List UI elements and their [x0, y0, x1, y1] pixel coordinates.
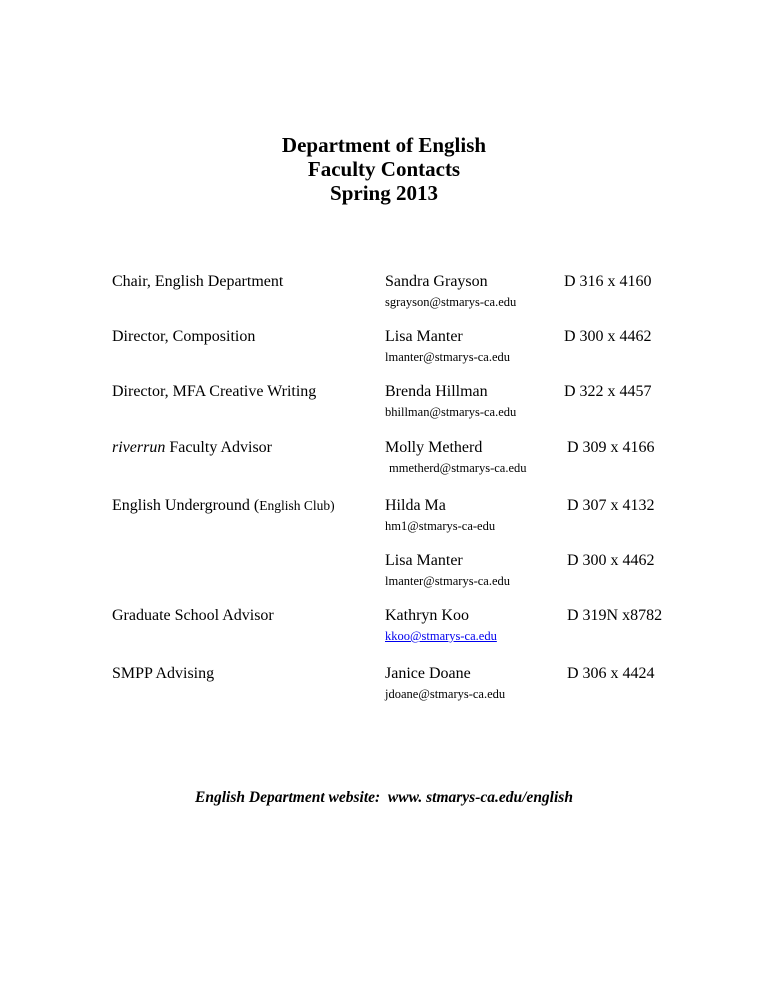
contact-email-link[interactable]: kkoo@stmarys-ca.edu [385, 629, 497, 643]
contact-role: Director, MFA Creative Writing [112, 383, 317, 400]
contact-office: D 316 x 4160 [564, 273, 652, 290]
contact-entry-mfa [0, 382, 768, 426]
contact-email: lmanter@stmarys-ca.edu [385, 574, 511, 588]
contact-name: Hilda Ma [385, 497, 446, 514]
contact-entry-english-underground-2 [0, 551, 768, 595]
contact-entry-riverrun [0, 438, 768, 482]
title-department: Department of English [281, 133, 487, 157]
contact-role [112, 496, 335, 516]
contact-role-small: English Club) [259, 498, 335, 513]
contact-entry-chair [0, 272, 768, 316]
title-faculty-contacts: Faculty Contacts [307, 157, 461, 181]
title-term: Spring 2013 [330, 181, 438, 205]
contact-name: Lisa Manter [385, 552, 463, 569]
contact-office: D 306 x 4424 [567, 665, 655, 682]
contact-office: D 300 x 4462 [564, 328, 652, 345]
contact-email: lmanter@stmarys-ca.edu [385, 350, 511, 364]
contact-name: Brenda Hillman [385, 383, 488, 400]
contact-name: Janice Doane [385, 665, 471, 682]
contact-role: SMPP Advising [112, 665, 215, 682]
contact-role: Graduate School Advisor [112, 607, 274, 624]
contact-office: D 307 x 4132 [567, 497, 655, 514]
contact-role-rest: Faculty Advisor [165, 439, 272, 456]
contact-email: mmetherd@stmarys-ca.edu [389, 461, 527, 475]
contact-email: hm1@stmarys-ca-edu [385, 519, 496, 533]
contact-role-main: English Underground ( [112, 497, 260, 514]
contact-entry-smpp [0, 664, 768, 708]
document-title [0, 133, 768, 205]
contact-office: D 309 x 4166 [567, 439, 655, 456]
contact-role: Director, Composition [112, 328, 256, 345]
contact-office: D 322 x 4457 [564, 383, 652, 400]
contact-office: D 300 x 4462 [567, 552, 655, 569]
contact-role [112, 438, 272, 458]
contact-entry-composition [0, 327, 768, 371]
contact-role: Chair, English Department [112, 273, 284, 290]
contact-email: sgrayson@stmarys-ca.edu [385, 295, 517, 309]
contact-email: jdoane@stmarys-ca.edu [385, 687, 506, 701]
contact-name: Sandra Grayson [385, 273, 488, 290]
contact-name: Lisa Manter [385, 328, 463, 345]
contact-entry-graduate-school [0, 606, 768, 650]
contact-office: D 319N x8782 [567, 607, 663, 624]
contact-entry-english-underground [0, 496, 768, 540]
contact-email: bhillman@stmarys-ca.edu [385, 405, 517, 419]
contact-name: Kathryn Koo [385, 607, 469, 624]
contact-name: Molly Metherd [385, 439, 483, 456]
contact-role-italic: riverrun [112, 439, 166, 456]
department-website: English Department website: www. stmarys-ca.edu/english [195, 789, 573, 806]
